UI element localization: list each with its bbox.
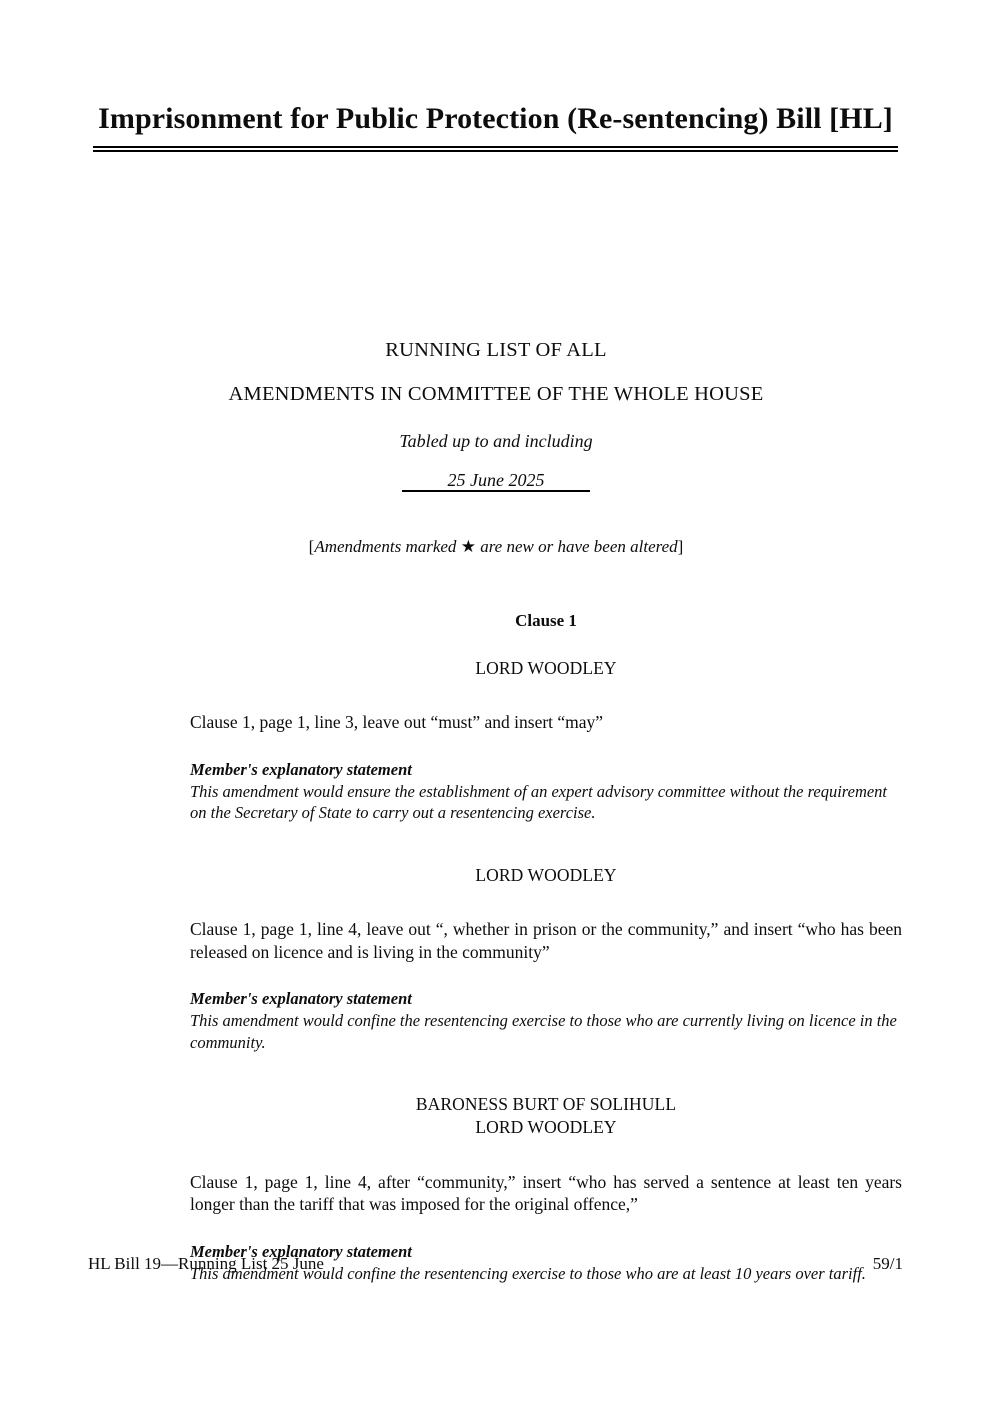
sponsor-name: LORD WOODLEY [475,658,617,678]
amendment-block [190,657,902,824]
heading-line-committee: AMENDMENTS IN COMMITTEE OF THE WHOLE HOUSE [228,382,764,405]
star-note-open-bracket: [ [308,537,315,556]
explanatory-statement [190,989,902,1053]
explanatory-statement [190,760,902,824]
amendment-sponsors [190,657,902,680]
star-note-text-after: are new or have been altered [475,537,678,556]
masthead [93,100,898,152]
star-note-text-before: Amendments marked [314,537,461,556]
amendment-sponsors [190,1093,902,1140]
page-footer [88,1255,903,1272]
block-spacer [190,1053,902,1093]
amendment-block [190,864,902,1053]
short-rule [402,490,590,492]
amendment-text: Clause 1, page 1, line 4, after “community,” insert “who has served a sentence at least ten years longer than the tariff that was imposed for the original offence,” [190,1171,902,1215]
star-note-close-bracket: ] [677,537,684,556]
explanatory-statement-text: This amendment would ensure the establishment of an expert advisory committee without the requirement on the Secretary of State to carry out a resentencing exercise. [190,781,888,823]
section-divider [0,490,991,508]
page-title: Imprisonment for Public Protection (Re-sentencing) Bill [HL] [98,102,893,135]
amendment-text: Clause 1, page 1, line 4, leave out “, whether in prison or the community,” and insert “who has been released on licence and is living in the community” [190,918,902,962]
heading-line-running-list: RUNNING LIST OF ALL [385,339,607,361]
clause-heading: Clause 1 [515,611,577,630]
amendments-body [190,612,902,1284]
star-note [96,537,896,557]
tabled-label: Tabled up to and including [399,431,593,451]
document-heading-block [96,340,896,489]
sponsor-name: LORD WOODLEY [475,864,617,885]
amendment-sponsors [190,864,902,887]
sponsor-name: LORD WOODLEY [475,1117,617,1138]
explanatory-statement-text: This amendment would confine the resentencing exercise to those who are currently living on licence in the community. [190,1011,897,1052]
block-spacer [190,824,902,864]
tabled-date: 25 June 2025 [447,470,545,490]
explanatory-statement-text: This amendment would confine the resentencing exercise to those who are at least 10 years over tariff. [190,1263,866,1283]
footer-bill-reference: HL Bill 19—Running List 25 June [88,1254,324,1273]
explanatory-statement-label: Member's explanatory statement [190,1242,412,1262]
explanatory-statement-label: Member's explanatory statement [190,760,412,780]
footer-page-number: 59/1 [872,1254,903,1273]
sponsor-name: BARONESS BURT OF SOLIHULL [415,1094,677,1115]
star-icon: ★ [460,537,476,556]
masthead-double-rule [93,146,898,152]
amendment-text: Clause 1, page 1, line 3, leave out “must” and insert “may” [190,712,604,733]
explanatory-statement-label: Member's explanatory statement [190,989,412,1009]
